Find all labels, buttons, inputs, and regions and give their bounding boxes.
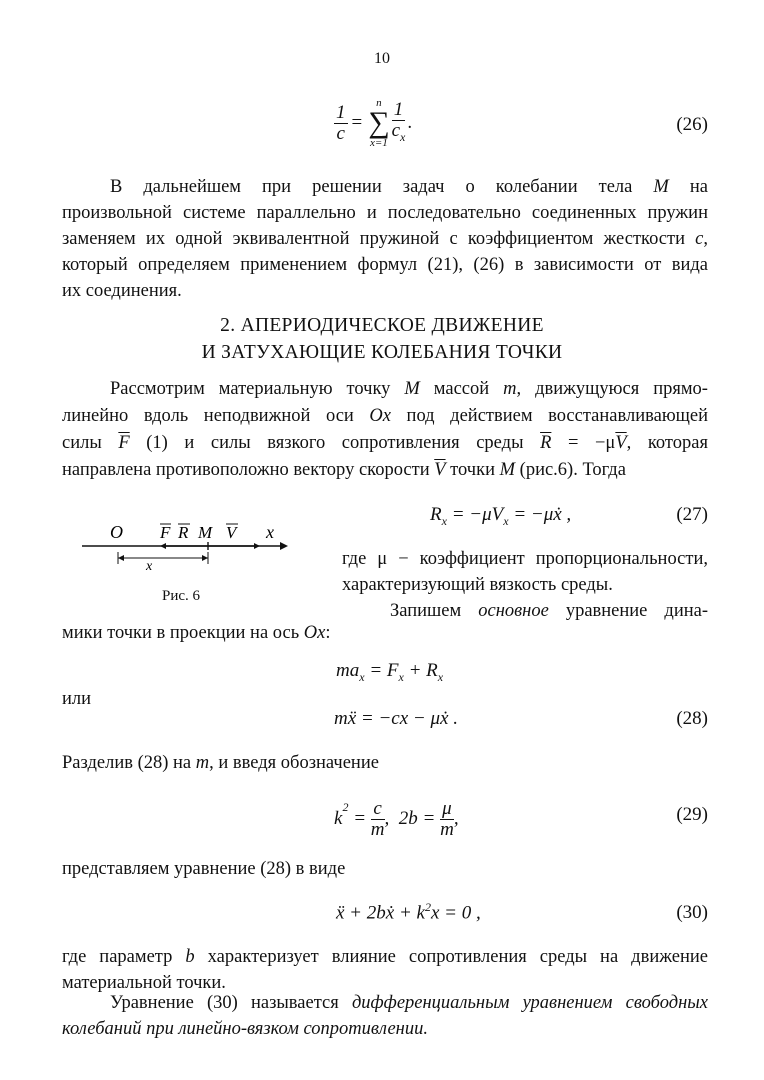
eq27-c: = −μẋ ,: [508, 504, 572, 525]
eqm-c: + R: [403, 660, 438, 681]
p3-l3-b: основное: [478, 601, 549, 621]
p3-line-4: [62, 620, 708, 646]
eq30-number: (30): [676, 902, 708, 923]
p1-l3-a: заменяем их одной эквивалентной пружиной с коэффициентом жесткости: [62, 229, 696, 249]
eq26-lhs-fraction: [334, 103, 348, 144]
equation-27: [430, 504, 571, 529]
p1-l1-M: M: [653, 177, 669, 197]
velocity-arrow-head-icon: [254, 543, 260, 549]
p2-l4-b: точки: [445, 460, 500, 480]
eq29-eq1: =: [348, 808, 371, 829]
p2-l1-m: m: [503, 379, 517, 399]
sigma-icon: ∑: [368, 106, 390, 139]
eq29-fraction-1: [371, 799, 385, 840]
p1-line-1: [62, 174, 708, 200]
eq26-rhs-den-c: c: [391, 119, 401, 141]
p7-l1-b: дифференциальным уравнением свободных: [351, 993, 708, 1013]
p2-line-2: [62, 403, 708, 430]
p6-l1-c: характеризует влияние сопротивления среды на движение: [194, 947, 708, 967]
p3-line-2: характеризующий вязкость среды.: [342, 575, 613, 595]
equation-30: [336, 900, 481, 924]
eq26-rhs-den-sub: x: [400, 129, 406, 144]
eq29-f1-den: m: [370, 818, 385, 840]
eq26-rhs-fraction: [392, 100, 406, 147]
p2-l1-b: массой: [419, 379, 504, 399]
eq28-number: (28): [676, 708, 708, 729]
equation-26: [334, 92, 412, 154]
figure-caption: Рис. 6: [162, 588, 201, 604]
equation-29: [334, 792, 459, 846]
p2-l1-c: , движущуюся прямо-: [516, 379, 708, 399]
p4-b: , и введя обозначение: [209, 753, 379, 773]
eq30-a-sup: 2: [424, 900, 431, 914]
p3-l4-a: мики точки в проекции на ось: [62, 623, 304, 643]
p2-l4-c: (рис.6). Тогда: [515, 460, 626, 480]
eq26-sum: [368, 97, 389, 149]
eqm-a: ma: [336, 660, 360, 681]
paragraph-5: представляем уравнение (28) в виде: [62, 859, 346, 879]
heading-line-1: 2. АПЕРИОДИЧЕСКОЕ ДВИЖЕНИЕ: [220, 315, 544, 336]
p2-line-4: [62, 457, 708, 484]
p3-line-1: где μ − коэффициент пропорциональности,: [342, 549, 708, 569]
p7-line-1: [62, 990, 708, 1016]
p1-line-4: который определяем применением формул (21), (26) в зависимости от вида: [62, 255, 708, 275]
p2-l4-a: направлена противоположно вектору скорости: [62, 460, 435, 480]
p4-a: Разделив (28) на: [62, 753, 196, 773]
eqm-b-sub: x: [398, 669, 404, 684]
eqm-c-sub: x: [437, 669, 444, 684]
eq26-rhs-num: 1: [392, 100, 406, 121]
p1-l3-b: ,: [703, 229, 708, 249]
p3-l4-Ox: Ox: [303, 623, 326, 643]
p6-line-1: [62, 944, 708, 970]
eq29-end: ,: [453, 808, 459, 829]
p2-l1-a: Рассмотрим материальную точку: [110, 379, 405, 399]
distance-arrow-right-icon: [202, 555, 208, 561]
eqm-a-sub: x: [359, 669, 365, 684]
paragraph-4: [62, 750, 708, 776]
p2-l2-b: под действием восстанавливающей: [390, 406, 708, 426]
eq27-sub-b: x: [503, 513, 509, 528]
eq26-equals: =: [351, 112, 363, 133]
p2-l3-a: силы: [62, 433, 119, 453]
eqm-b: = F: [364, 660, 399, 681]
p2-l2-Ox: Ox: [369, 406, 391, 426]
p1-l1-a: В дальнейшем при решении задач о колебании тела: [110, 177, 654, 197]
distance-arrow-left-icon: [118, 555, 124, 561]
eq27-number: (27): [676, 504, 708, 525]
eq29-f1-num: c: [371, 799, 385, 820]
eq27-a: R: [430, 504, 442, 525]
eq29-fraction-2: [440, 799, 454, 840]
p2-l3-b: (1) и силы вязкого сопротивления среды: [129, 433, 541, 453]
p1-line-3: [62, 226, 708, 252]
eq27-sub-a: x: [441, 513, 447, 528]
heading-line-2: И ЗАТУХАЮЩИЕ КОЛЕБАНИЯ ТОЧКИ: [201, 342, 563, 363]
equation-motion: [336, 660, 443, 685]
p2-l3-F: $\overline{F}$: [118, 433, 130, 453]
p2-l4-V: $\overline{V}$: [434, 460, 446, 480]
p2-l3-V: $\overline{V}$: [615, 433, 627, 453]
p3-l3-c: уравнение дина-: [548, 601, 709, 621]
page-number: 10: [374, 50, 390, 67]
p1-l3-c: c: [695, 229, 704, 249]
p1-line-5: их соединения.: [62, 281, 182, 301]
p6-l1-a: где параметр: [62, 947, 186, 967]
p2-line-1: [62, 376, 708, 403]
p3-l4-b: :: [325, 623, 331, 643]
velocity-label: V: [226, 523, 237, 542]
p2-l3-R: $\overline{R}$: [540, 433, 552, 453]
origin-label: O: [110, 522, 123, 542]
paragraph-3: [342, 546, 708, 624]
figure-6-diagram: [80, 518, 300, 578]
paragraph-7: [62, 990, 708, 1042]
p2-l4-M: M: [499, 460, 516, 480]
eq26-rhs-den: [392, 121, 406, 147]
eq27-b: = −μV: [446, 504, 504, 525]
force-label-F: F: [160, 523, 171, 542]
axis-arrow-icon: [280, 542, 288, 550]
p2-line-3: [62, 430, 708, 457]
eq26-number: (26): [676, 114, 708, 135]
distance-label: x: [146, 559, 153, 574]
p2-l1-M: M: [404, 379, 420, 399]
p7-l1-a: Уравнение (30) называется: [110, 993, 352, 1013]
p6-l1-b: b: [185, 947, 195, 967]
eq29-f2-den: m: [440, 818, 454, 840]
eq29-k-sup: 2: [342, 800, 349, 814]
axis-label: x: [266, 522, 274, 542]
eq26-lhs-num: 1: [336, 101, 346, 123]
p1-line-2: произвольной системе параллельно и последовательно соединенных пружин: [62, 203, 708, 223]
section-heading: [0, 312, 764, 366]
p1-l1-b: на: [668, 177, 708, 197]
paragraph-6: [62, 944, 708, 996]
p7-line-2: колебаний при линейно-вязком сопротивлении.: [62, 1019, 428, 1039]
eq29-k: k: [334, 808, 343, 829]
paragraph-2: [62, 376, 708, 484]
p2-l2-a: линейно вдоль неподвижной оси: [62, 406, 370, 426]
equation-28: mẍ = −cx − μẋ .: [334, 708, 458, 729]
eq26-lhs-den: c: [336, 122, 345, 144]
p4-m: m: [195, 753, 210, 773]
force-label-R: R: [178, 523, 189, 542]
eq29-number: (29): [676, 804, 708, 825]
eq29-mid: , 2b =: [384, 808, 441, 829]
force-arrow-head-icon: [160, 543, 166, 549]
eq30-a: ẍ + 2bẋ + k: [336, 902, 425, 924]
eq26-sum-bottom: x=1: [370, 137, 388, 149]
point-label: M: [198, 523, 213, 542]
p3-l3-a: Запишем: [390, 601, 479, 621]
paragraph-1: [62, 174, 708, 304]
p2-l3-eq: = −μ: [551, 433, 616, 453]
word-or: или: [62, 689, 92, 709]
eq26-sum-top: n: [376, 97, 382, 109]
p2-l3-c: , которая: [626, 433, 708, 453]
eq30-b: x = 0 ,: [430, 902, 481, 924]
eq29-f2-num: μ: [440, 799, 454, 820]
eq26-trail: .: [407, 112, 413, 133]
p6-line-2: материальной точки.: [62, 973, 226, 993]
